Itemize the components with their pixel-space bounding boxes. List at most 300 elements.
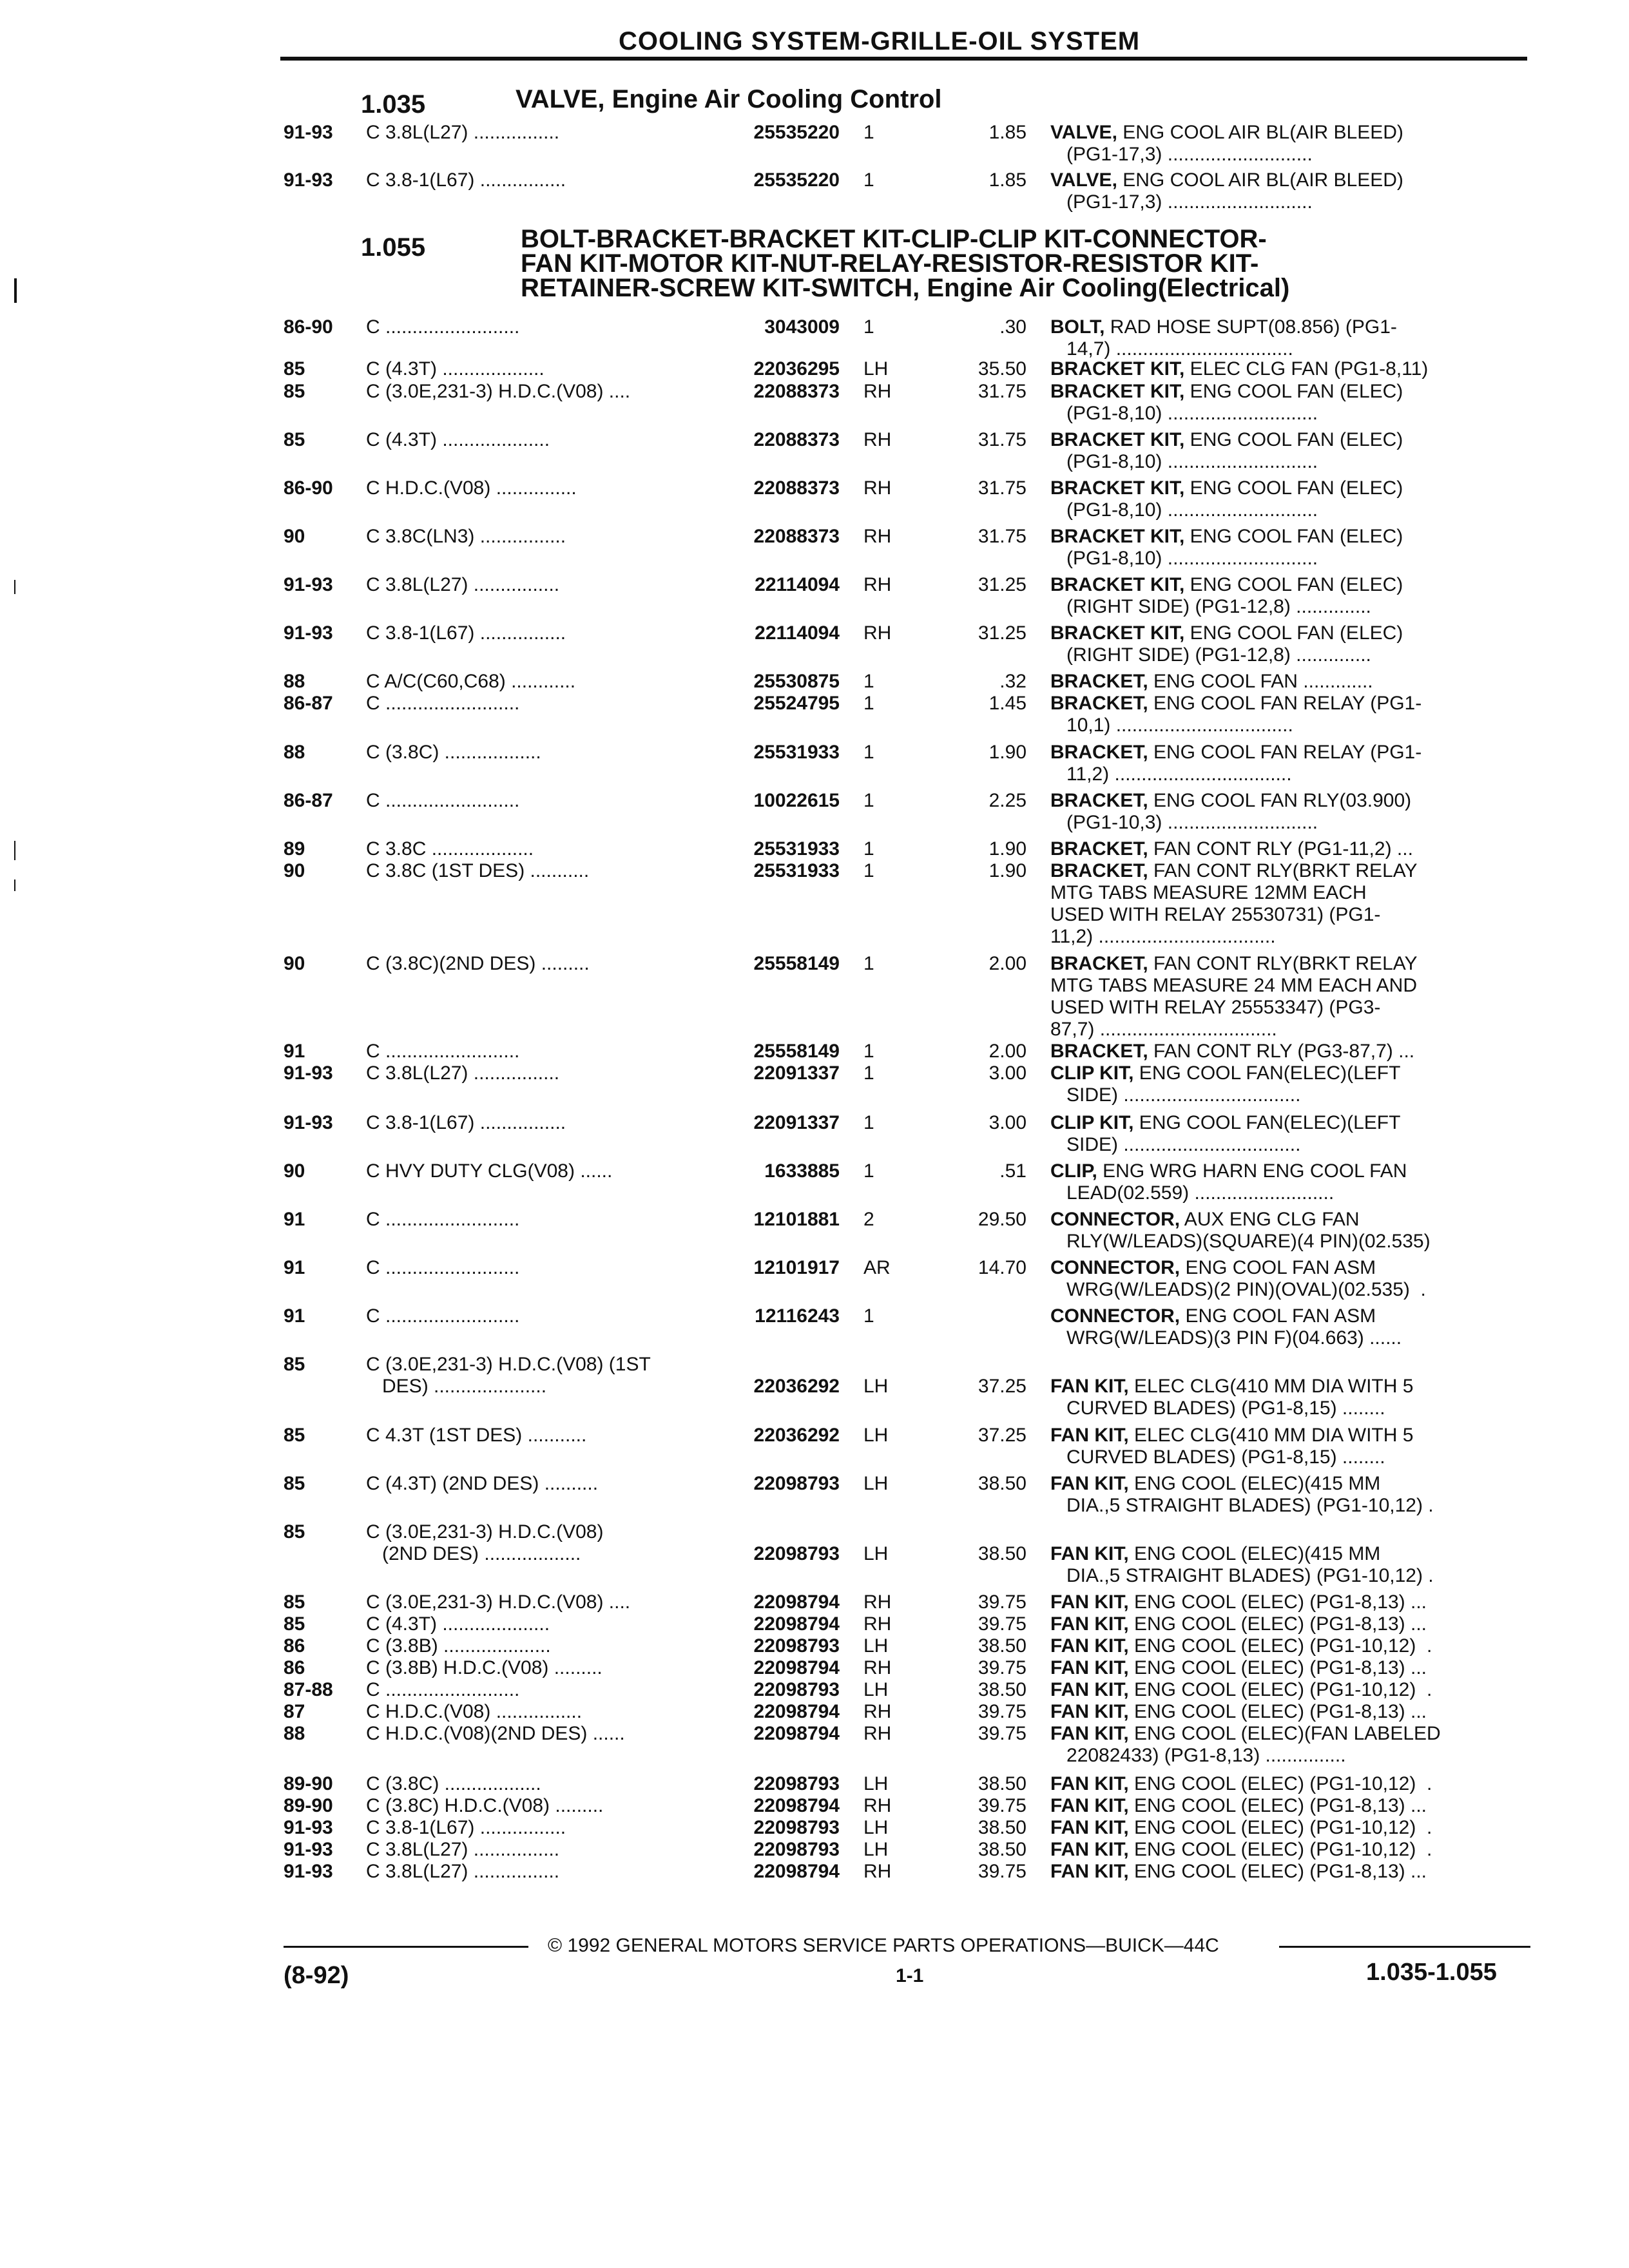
cell-part: 22036292 — [753, 1425, 840, 1446]
page-header-title: COOLING SYSTEM-GRILLE-OIL SYSTEM — [619, 27, 1141, 55]
description-text: ENG COOL (ELEC)(415 MM — [1128, 1473, 1381, 1494]
cell-yr: 90 — [284, 1160, 305, 1182]
cell-qty: 1 — [863, 860, 874, 881]
cell-description — [1050, 1838, 1432, 1861]
description-noun: BOLT, — [1050, 316, 1105, 338]
description-noun: CLIP KIT, — [1050, 1112, 1134, 1133]
cell-description — [1050, 763, 1292, 785]
description-noun: FAN KIT, — [1050, 1679, 1129, 1700]
description-text: 10,1) ................................. — [1050, 715, 1293, 736]
description-noun: BRACKET, — [1050, 671, 1148, 692]
description-text: ENG COOL FAN ASM — [1180, 1305, 1376, 1327]
description-noun: BRACKET, — [1050, 838, 1148, 860]
description-noun: BRACKET KIT, — [1050, 526, 1185, 547]
cell-qty: LH — [863, 1679, 889, 1700]
margin-mark — [14, 841, 15, 860]
cell-qty: RH — [863, 1861, 892, 1882]
cell-yr: 91-93 — [284, 574, 333, 595]
cell-yr: 90 — [284, 526, 305, 547]
description-text: ENG COOL (ELEC) (PG1-8,13) ... — [1128, 1861, 1427, 1882]
cell-part: 22098794 — [753, 1613, 840, 1635]
cell-description — [1050, 1040, 1414, 1062]
cell-yr: 86-87 — [284, 693, 333, 714]
cell-qty: 1 — [863, 316, 874, 338]
description-noun: FAN KIT, — [1050, 1839, 1129, 1860]
cell-description — [1050, 714, 1293, 736]
cell-yr: 91-93 — [284, 622, 333, 644]
cell-description — [1050, 1424, 1413, 1446]
cell-description — [1050, 477, 1403, 499]
cell-yr: 88 — [284, 742, 305, 763]
cell-part: 22098793 — [753, 1773, 840, 1794]
cell-qty: LH — [863, 1543, 889, 1564]
cell-part: 22114094 — [755, 574, 840, 595]
description-text: SIDE) ................................. — [1050, 1134, 1301, 1155]
description-text: (PG1-8,10) ............................ — [1050, 499, 1318, 521]
cell-yr: 86 — [284, 1635, 305, 1657]
cell-pr: 38.50 — [978, 1773, 1027, 1794]
cell-description — [1050, 789, 1411, 812]
description-text: RLY(W/LEADS)(SQUARE)(4 PIN)(02.535) — [1050, 1231, 1431, 1252]
cell-mdl: C (3.0E,231-3) H.D.C.(V08) .... — [366, 381, 631, 402]
section-number-1035: 1.035 — [361, 90, 426, 119]
cell-description — [1050, 838, 1413, 860]
cell-qty: RH — [863, 477, 892, 499]
cell-mdl: C ......................... — [366, 1257, 520, 1278]
cell-pr: 35.50 — [978, 358, 1027, 380]
cell-description — [1050, 1542, 1380, 1565]
cell-description — [1050, 903, 1380, 926]
description-text: ENG WRG HARN ENG COOL FAN — [1097, 1160, 1407, 1182]
description-noun: BRACKET, — [1050, 742, 1148, 763]
cell-yr: 89-90 — [284, 1773, 333, 1794]
cell-description — [1050, 1446, 1385, 1468]
cell-part: 25531933 — [753, 838, 840, 860]
description-text: (PG1-8,10) ............................ — [1050, 548, 1318, 569]
description-text: WRG(W/LEADS)(3 PIN F)(04.663) ...... — [1050, 1327, 1402, 1349]
cell-mdl: C (4.3T) .................... — [366, 1613, 550, 1635]
cell-qty: 1 — [863, 790, 874, 811]
description-text: ENG COOL (ELEC) (PG1-10,12) . — [1128, 1635, 1432, 1657]
cell-description — [1050, 316, 1397, 338]
cell-description — [1050, 1305, 1376, 1327]
cell-qty: RH — [863, 1591, 892, 1613]
cell-pr: 31.25 — [978, 622, 1027, 644]
cell-yr: 91-93 — [284, 1817, 333, 1838]
description-noun: FAN KIT, — [1050, 1773, 1129, 1794]
cell-qty: LH — [863, 1376, 889, 1397]
footer-copyright: © 1992 GENERAL MOTORS SERVICE PARTS OPERATIONS—BUICK—44C — [548, 1935, 1219, 1956]
cell-part: 10022615 — [753, 790, 840, 811]
cell-part: 22098794 — [753, 1591, 840, 1613]
cell-pr: 39.75 — [978, 1591, 1027, 1613]
cell-pr: 39.75 — [978, 1861, 1027, 1882]
description-noun: BRACKET KIT, — [1050, 358, 1185, 380]
description-text: MTG TABS MEASURE 24 MM EACH AND — [1050, 975, 1417, 996]
description-noun: BRACKET KIT, — [1050, 477, 1185, 499]
cell-mdl: C ......................... — [366, 790, 520, 811]
cell-description — [1050, 1133, 1300, 1156]
description-noun: CONNECTOR, — [1050, 1209, 1181, 1230]
cell-pr: 1.90 — [988, 860, 1027, 881]
cell-description — [1050, 547, 1318, 570]
description-text: ENG COOL (ELEC) (PG1-10,12) . — [1128, 1773, 1432, 1794]
description-text: ENG COOL (ELEC) (PG1-10,12) . — [1128, 1839, 1432, 1860]
description-text: 22082433) (PG1-8,13) ............... — [1050, 1745, 1346, 1766]
cell-yr: 86-90 — [284, 477, 333, 499]
cell-mdl: C (4.3T) .................... — [366, 429, 550, 450]
cell-yr: 87-88 — [284, 1679, 333, 1700]
cell-description — [1050, 1278, 1426, 1301]
cell-part: 22098794 — [753, 1657, 840, 1678]
cell-qty: AR — [863, 1257, 891, 1278]
cell-description — [1050, 1613, 1427, 1635]
cell-part: 22098793 — [753, 1543, 840, 1564]
cell-mdl: C 3.8L(L27) ................ — [366, 1062, 560, 1084]
cell-description — [1050, 1794, 1427, 1817]
cell-pr: 2.00 — [988, 953, 1027, 974]
cell-mdl: C 3.8C ................... — [366, 838, 534, 860]
cell-description — [1050, 595, 1371, 618]
section-number-1055: 1.055 — [361, 233, 426, 262]
cell-mdl: DES) ..................... — [366, 1376, 547, 1397]
cell-description — [1050, 1591, 1427, 1613]
margin-mark — [14, 580, 15, 594]
description-noun: CLIP KIT, — [1050, 1062, 1134, 1084]
cell-pr: 29.50 — [978, 1209, 1027, 1230]
cell-qty: RH — [863, 574, 892, 595]
cell-description — [1050, 1397, 1385, 1419]
cell-description — [1050, 1678, 1432, 1701]
description-text: LEAD(02.559) .......................... — [1050, 1182, 1335, 1204]
cell-mdl: C ......................... — [366, 1679, 520, 1700]
cell-description — [1050, 1084, 1300, 1106]
cell-pr: 31.75 — [978, 526, 1027, 547]
cell-yr: 91-93 — [284, 1112, 333, 1133]
cell-pr: 39.75 — [978, 1701, 1027, 1722]
description-text: (PG1-8,10) ............................ — [1050, 451, 1318, 472]
cell-mdl: C H.D.C.(V08) ............... — [366, 477, 577, 499]
cell-description — [1050, 1494, 1434, 1517]
description-noun: CONNECTOR, — [1050, 1305, 1181, 1327]
cell-part: 25530875 — [753, 671, 840, 692]
cell-part: 25558149 — [753, 953, 840, 974]
cell-qty: RH — [863, 1613, 892, 1635]
description-noun: FAN KIT, — [1050, 1425, 1129, 1446]
cell-qty: 1 — [863, 1160, 874, 1182]
cell-description — [1050, 573, 1403, 596]
description-text: ENG COOL FAN (ELEC) — [1184, 381, 1403, 402]
cell-yr: 85 — [284, 1425, 305, 1446]
cell-description — [1050, 1657, 1427, 1679]
cell-pr: 39.75 — [978, 1613, 1027, 1635]
cell-mdl: C 3.8-1(L67) ................ — [366, 622, 566, 644]
cell-qty: 2 — [863, 1209, 874, 1230]
cell-description — [1050, 450, 1318, 473]
description-text: ENG COOL FAN (ELEC) — [1184, 622, 1403, 644]
cell-mdl: (2ND DES) .................. — [366, 1543, 581, 1564]
cell-qty: RH — [863, 622, 892, 644]
description-text: ENG COOL FAN (ELEC) — [1184, 429, 1403, 450]
cell-description — [1050, 1375, 1413, 1398]
description-text: USED WITH RELAY 25553347) (PG3- — [1050, 997, 1381, 1018]
description-noun: BRACKET KIT, — [1050, 574, 1185, 595]
cell-description — [1050, 670, 1373, 693]
cell-description — [1050, 1230, 1431, 1253]
cell-part: 25535220 — [753, 169, 840, 191]
cell-mdl: C (3.8B) H.D.C.(V08) ......... — [366, 1657, 602, 1678]
cell-yr: 88 — [284, 1723, 305, 1744]
cell-qty: RH — [863, 1701, 892, 1722]
cell-description — [1050, 1256, 1376, 1279]
footer-rule-left — [284, 1946, 528, 1948]
section-title-1055-line1: BOLT-BRACKET-BRACKET KIT-CLIP-CLIP KIT-CONNECTOR- — [521, 225, 1267, 253]
cell-yr: 85 — [284, 429, 305, 450]
cell-mdl: C (3.8C) H.D.C.(V08) ......... — [366, 1795, 604, 1816]
cell-pr: .30 — [999, 316, 1027, 338]
cell-pr: 38.50 — [978, 1817, 1027, 1838]
description-text: AUX ENG CLG FAN — [1180, 1209, 1360, 1230]
cell-pr: 1.85 — [988, 122, 1027, 143]
cell-description — [1050, 622, 1403, 644]
cell-part: 22098794 — [753, 1795, 840, 1816]
cell-description — [1050, 525, 1403, 548]
description-noun: BRACKET, — [1050, 693, 1148, 714]
cell-description — [1050, 1208, 1360, 1231]
cell-yr: 91 — [284, 1257, 305, 1278]
cell-part: 22088373 — [753, 526, 840, 547]
cell-part: 3043009 — [764, 316, 840, 338]
cell-mdl: C (3.8C) .................. — [366, 1773, 541, 1794]
cell-mdl: C (3.0E,231-3) H.D.C.(V08) (1ST — [366, 1354, 651, 1375]
cell-description — [1050, 952, 1418, 975]
cell-part: 25558149 — [753, 1041, 840, 1062]
cell-part: 22098793 — [753, 1473, 840, 1494]
cell-yr: 91-93 — [284, 1839, 333, 1860]
cell-pr: 1.90 — [988, 742, 1027, 763]
cell-mdl: C 3.8-1(L67) ................ — [366, 1817, 566, 1838]
cell-mdl: C 3.8-1(L67) ................ — [366, 1112, 566, 1133]
description-noun: BRACKET KIT, — [1050, 381, 1185, 402]
cell-qty: LH — [863, 1839, 889, 1860]
cell-pr: 1.45 — [988, 693, 1027, 714]
cell-description — [1050, 1160, 1407, 1182]
cell-yr: 89 — [284, 838, 305, 860]
cell-qty: 1 — [863, 169, 874, 191]
cell-yr: 88 — [284, 671, 305, 692]
cell-yr: 86-90 — [284, 316, 333, 338]
description-text: (PG1-17,3) ........................... — [1050, 191, 1313, 213]
cell-yr: 90 — [284, 860, 305, 881]
description-text: ENG COOL FAN RLY(03.900) — [1148, 790, 1412, 811]
cell-part: 12116243 — [755, 1305, 840, 1327]
cell-qty: 1 — [863, 1041, 874, 1062]
cell-pr: .51 — [999, 1160, 1027, 1182]
cell-qty: RH — [863, 526, 892, 547]
cell-mdl: C 3.8C(LN3) ................ — [366, 526, 566, 547]
description-text: 87,7) ................................. — [1050, 1019, 1277, 1040]
description-noun: BRACKET, — [1050, 1041, 1148, 1062]
cell-yr: 90 — [284, 953, 305, 974]
description-text: WRG(W/LEADS)(2 PIN)(OVAL)(02.535) . — [1050, 1279, 1426, 1300]
cell-part: 22114094 — [755, 622, 840, 644]
description-text: 11,2) ................................. — [1050, 926, 1276, 947]
cell-yr: 91-93 — [284, 1861, 333, 1882]
cell-qty: LH — [863, 358, 889, 380]
cell-mdl: C 3.8C (1ST DES) ........... — [366, 860, 590, 881]
description-text: FAN CONT RLY(BRKT RELAY — [1148, 860, 1418, 881]
footer-page-number: 1-1 — [896, 1965, 924, 1986]
cell-qty: 1 — [863, 693, 874, 714]
description-noun: FAN KIT, — [1050, 1376, 1129, 1397]
cell-part: 22036292 — [753, 1376, 840, 1397]
cell-mdl: C 3.8L(L27) ................ — [366, 1839, 560, 1860]
cell-qty: LH — [863, 1425, 889, 1446]
cell-qty: RH — [863, 1723, 892, 1744]
description-text: ENG COOL (ELEC) (PG1-8,13) ... — [1128, 1795, 1427, 1816]
cell-mdl: C 3.8L(L27) ................ — [366, 1861, 560, 1882]
description-noun: FAN KIT, — [1050, 1701, 1129, 1722]
cell-description — [1050, 191, 1313, 213]
cell-qty: 1 — [863, 953, 874, 974]
cell-part: 22098793 — [753, 1817, 840, 1838]
description-text: CURVED BLADES) (PG1-8,15) ........ — [1050, 1398, 1385, 1419]
cell-description — [1050, 380, 1403, 403]
cell-mdl: C (3.0E,231-3) H.D.C.(V08) .... — [366, 1591, 631, 1613]
cell-qty: LH — [863, 1635, 889, 1657]
cell-description — [1050, 1635, 1432, 1657]
section-title-1055-line3: RETAINER-SCREW KIT-SWITCH, Engine Air Cooling(Electrical) — [521, 274, 1290, 302]
cell-part: 1633885 — [764, 1160, 840, 1182]
footer-date-code: (8-92) — [284, 1962, 349, 1989]
cell-mdl: C 3.8-1(L67) ................ — [366, 169, 566, 191]
cell-part: 22088373 — [753, 381, 840, 402]
cell-mdl: C ......................... — [366, 316, 520, 338]
description-text: SIDE) ................................. — [1050, 1084, 1301, 1106]
cell-mdl: C ......................... — [366, 1209, 520, 1230]
section-title-1035: VALVE, Engine Air Cooling Control — [516, 85, 942, 113]
cell-pr: 3.00 — [988, 1062, 1027, 1084]
cell-yr: 85 — [284, 1354, 305, 1375]
cell-pr: 31.75 — [978, 381, 1027, 402]
description-noun: FAN KIT, — [1050, 1473, 1129, 1494]
cell-mdl: C H.D.C.(V08)(2ND DES) ...... — [366, 1723, 625, 1744]
cell-qty: 1 — [863, 742, 874, 763]
description-text: ENG COOL FAN (ELEC) — [1184, 477, 1403, 499]
cell-qty: RH — [863, 429, 892, 450]
description-noun: VALVE, — [1050, 169, 1117, 191]
cell-part: 22098794 — [753, 1701, 840, 1722]
cell-description — [1050, 338, 1293, 360]
description-text: ELEC CLG FAN (PG1-8,11) — [1184, 358, 1429, 380]
cell-yr: 91-93 — [284, 169, 333, 191]
cell-pr: 1.90 — [988, 838, 1027, 860]
margin-mark — [14, 278, 17, 303]
cell-qty: LH — [863, 1817, 889, 1838]
cell-description — [1050, 358, 1428, 380]
description-noun: FAN KIT, — [1050, 1613, 1129, 1635]
cell-qty: 1 — [863, 1062, 874, 1084]
description-noun: FAN KIT, — [1050, 1591, 1129, 1613]
cell-mdl: C (3.8C)(2ND DES) ......... — [366, 953, 590, 974]
description-text: ENG COOL FAN (ELEC) — [1184, 526, 1403, 547]
description-text: FAN CONT RLY (PG3-87,7) ... — [1148, 1041, 1415, 1062]
cell-mdl: C 3.8L(L27) ................ — [366, 574, 560, 595]
cell-mdl: C (4.3T) (2ND DES) .......... — [366, 1473, 599, 1494]
description-noun: FAN KIT, — [1050, 1635, 1129, 1657]
description-text: ENG COOL (ELEC)(FAN LABELED — [1128, 1723, 1441, 1744]
description-noun: BRACKET KIT, — [1050, 429, 1185, 450]
cell-part: 22098794 — [753, 1723, 840, 1744]
description-text: ENG COOL (ELEC) (PG1-8,13) ... — [1128, 1701, 1427, 1722]
description-noun: BRACKET, — [1050, 860, 1148, 881]
cell-description — [1050, 1722, 1441, 1745]
cell-description — [1050, 1472, 1380, 1495]
cell-mdl: C HVY DUTY CLG(V08) ...... — [366, 1160, 613, 1182]
description-text: ENG COOL (ELEC) (PG1-8,13) ... — [1128, 1657, 1427, 1678]
cell-yr: 87 — [284, 1701, 305, 1722]
cell-description — [1050, 881, 1367, 904]
cell-description — [1050, 1744, 1346, 1767]
cell-part: 12101881 — [753, 1209, 840, 1230]
cell-qty: LH — [863, 1773, 889, 1794]
cell-description — [1050, 1182, 1334, 1204]
cell-mdl: C 3.8L(L27) ................ — [366, 122, 560, 143]
cell-pr: 14.70 — [978, 1257, 1027, 1278]
cell-description — [1050, 860, 1418, 882]
description-noun: FAN KIT, — [1050, 1817, 1129, 1838]
cell-part: 22091337 — [753, 1112, 840, 1133]
footer-section-range: 1.035-1.055 — [1366, 1959, 1497, 1986]
description-text: CURVED BLADES) (PG1-8,15) ........ — [1050, 1446, 1385, 1468]
cell-mdl: C ......................... — [366, 693, 520, 714]
cell-yr: 91-93 — [284, 122, 333, 143]
description-text: FAN CONT RLY(BRKT RELAY — [1148, 953, 1418, 974]
footer-rule-right — [1279, 1946, 1530, 1948]
cell-pr: 2.25 — [988, 790, 1027, 811]
description-text: ELEC CLG(410 MM DIA WITH 5 — [1128, 1425, 1414, 1446]
description-text: ENG COOL FAN (ELEC) — [1184, 574, 1403, 595]
cell-part: 22088373 — [753, 429, 840, 450]
cell-part: 22036295 — [753, 358, 840, 380]
description-text: DIA.,5 STRAIGHT BLADES) (PG1-10,12) . — [1050, 1495, 1434, 1516]
description-text: ENG COOL AIR BL(AIR BLEED) — [1117, 169, 1403, 191]
description-text: (PG1-10,3) ............................ — [1050, 812, 1318, 833]
cell-pr: 1.85 — [988, 169, 1027, 191]
cell-description — [1050, 1816, 1432, 1839]
cell-yr: 85 — [284, 1613, 305, 1635]
description-text: ENG COOL FAN RELAY (PG1- — [1148, 742, 1422, 763]
cell-pr: 38.50 — [978, 1635, 1027, 1657]
cell-pr: 38.50 — [978, 1839, 1027, 1860]
cell-yr: 86-87 — [284, 790, 333, 811]
cell-mdl: C (4.3T) ................... — [366, 358, 545, 380]
description-text: ENG COOL (ELEC) (PG1-8,13) ... — [1128, 1613, 1427, 1635]
cell-description — [1050, 402, 1318, 425]
cell-pr: 31.75 — [978, 477, 1027, 499]
cell-part: 22091337 — [753, 1062, 840, 1084]
description-text: (PG1-8,10) ............................ — [1050, 403, 1318, 424]
description-text: DIA.,5 STRAIGHT BLADES) (PG1-10,12) . — [1050, 1565, 1434, 1586]
description-text: (RIGHT SIDE) (PG1-12,8) .............. — [1050, 644, 1371, 666]
description-text: ELEC CLG(410 MM DIA WITH 5 — [1128, 1376, 1414, 1397]
cell-mdl: C 4.3T (1ST DES) ........... — [366, 1425, 587, 1446]
cell-qty: RH — [863, 381, 892, 402]
cell-yr: 85 — [284, 1521, 305, 1542]
margin-mark — [14, 879, 15, 891]
cell-part: 22098793 — [753, 1839, 840, 1860]
cell-pr: 2.00 — [988, 1041, 1027, 1062]
